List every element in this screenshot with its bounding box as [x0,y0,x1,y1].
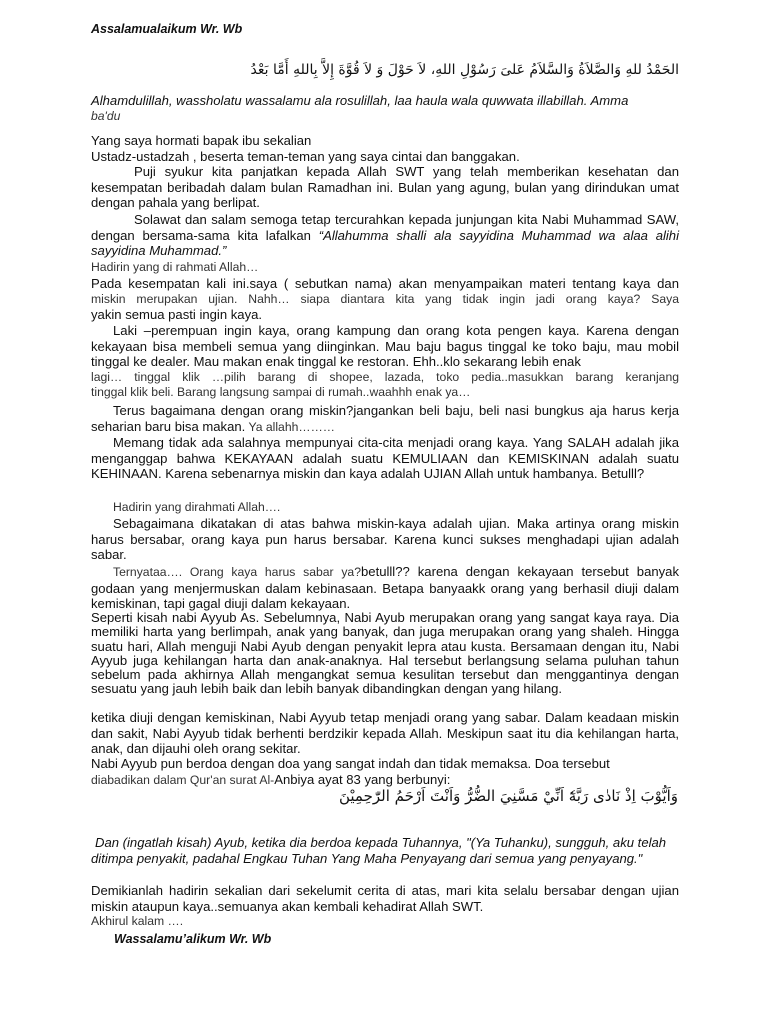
hadirin-line-1: Hadirin yang di rahmati Allah… [91,260,259,274]
arabic-opening: الحَمْدُ للهِ وَالصَّلاَةُ وَالسَّلاَمُ عَلىَ رَسُوْلِ اللهِ، لاَ حَوْلَ وَ لاَ قُوَّةَ إِلاَّ بِاللهِ أَمَّا بَعْدُ [250,62,679,78]
paragraph-doa [91,756,679,788]
ternyata-question: Ternyataa…. Orang kaya harus sabar ya? [113,565,361,579]
paragraph-terus [91,403,679,435]
laki-line-3: tinggal klik beli. Barang langsung sampai di rumah..waahhh enak ya… [91,385,471,400]
terus-exclaim: Ya allahh……… [245,419,335,434]
solawat-text: Solawat dan salam semoga tetap tercurahkan kepada junjungan kita Nabi Muhammad SAW, dengan bersama-sama kita lafalkan [91,212,679,243]
closing-greeting: Wassalamu’alikum Wr. Wb [114,932,272,946]
paragraph-ternyata [91,564,679,612]
laki-main: Laki –perempuan ingin kaya, orang kampung dan orang kota pengen kaya. Karena dengan kekayaan bisa membeli semua yang diinginkan. Mau baju bagus tinggal ke toko baju, mau mobil tinggal ke dealer. Mau makan enak tinggal ke restoran. Ehh..klo sekarang lebih enak [91,323,679,370]
transliteration-line-1: Alhamdulillah, wassholatu wassalamu ala rosulillah, laa haula wala quwwata illabillah. Amma [91,93,629,108]
paragraph-laki [91,323,679,401]
greeting-line-1: Yang saya hormati bapak ibu sekalian [91,133,312,148]
greetings [91,133,679,164]
kesempatan-line-1: Pada kesempatan kali ini.saya ( sebutkan nama) akan menyampaikan materi tentang kaya dan [91,276,679,291]
paragraph-sebagaimana: Sebagaimana dikatakan di atas bahwa miskin-kaya adalah ujian. Maka artinya orang miskin harus bersabar, orang kaya pun harus bersabar. Karena kunci sukses menghadapi ujian adalah sabar. [91,516,679,563]
solawat-quote: “Allahumma shalli ala sayyidina Muhammad wa alaa alihi sayyidina Muhammad.” [91,227,680,259]
paragraph-kesempatan [91,276,679,323]
arabic-ayat: وَاَيُّوْبَ اِذْ نَادٰى رَبَّهٗٓ اَنِّيْ مَسَّنِيَ الضُّرُّ وَاَنْتَ اَرْحَمُ الرّٰحِمِيْنَ [338,787,678,805]
doa-line-1: Nabi Ayyub pun berdoa dengan doa yang sangat indah dan tidak memaksa. Doa tersebut [91,756,610,771]
doa-line-2a: diabadikan dalam Qur'an surat Al- [91,772,275,787]
hadirin-line-2: Hadirin yang dirahmati Allah…. [113,500,281,514]
terus-text: Terus bagaimana dengan orang miskin?jangankan beli baju, beli nasi bungkus aja harus kerja seharian baru bisa makan. [91,403,679,434]
ternyata-text: betulll?? karena dengan kekayaan tersebut banyak godaan yang menjermuskan dalam kebinasaan. Betapa banyaakk orang yang berhasil diuji dalam kemiskinan, tapi gagal diuji dalam kekayaan. [91,564,680,612]
paragraph-ayyub-sabar: ketika diuji dengan kemiskinan, Nabi Ayyub tetap menjadi orang yang sabar. Dalam keadaan miskin dan sakit, Nabi Ayyub tidak berhenti berdzikir kepada Allah. Meskipun saat itu dia kehilangan harta, anak, dan dijauhi oleh orang sekitar. [91,710,679,757]
laki-line-2: lagi… tinggal klik …pilih barang di shopee, lazada, toko pedia..masukkan barang keranjang [91,369,679,384]
paragraph-demikian: Demikianlah hadirin sekalian dari sekelumit cerita di atas, mari kita selalu bersabar dengan ujian miskin ataupun kaya..semuanya akan kembali kehadirat Allah SWT. [91,883,679,914]
paragraph-ayyub-story: Seperti kisah nabi Ayyub As. Sebelumnya, Nabi Ayub merupakan orang yang sangat kaya raya. Dia memiliki harta yang berlimpah, anak yang banyak, dan juga merupakan orang yang shaleh. Hingga suatu hari, Allah menguji Nabi Ayub dengan penyakit lepra atau kusta. Bersamaan dengan itu, Nabi Ayyub juga kehilangan harta dan anak-anaknya. Hal tersebut berlangsung selama puluhan tahun sebelum pada akhirnya Allah mengangkat semua kesulitan tersebut dan menggantinya dengan sesuatu yang jauh lebih baik dan lebih banyak dibandingkan dengan yang hilang. [91,610,679,697]
paragraph-memang: Memang tidak ada salahnya mempunyai cita-cita menjadi orang kaya. Yang SALAH adalah jika menganggap bahwa KEKAYAAN adalah suatu KEMULIAAN dan KEMISKINAN adalah suatu KEHINAAN. Karena sebenarnya miskin dan kaya adalah UJIAN Allah untuk hambanya. Betulll? [91,435,679,482]
doa-line-2b: Anbiya ayat 83 yang berbunyi: [274,771,451,787]
kesempatan-line-3: yakin semua pasti ingin kaya. [91,307,263,323]
kesempatan-line-2: miskin merupakan ujian. Nahh… siapa diantara kita yang tidak ingin jadi orang kaya? Saya [91,291,679,306]
transliteration-line-2: ba'du [91,108,121,123]
akhirul-kalam: Akhirul kalam …. [91,914,184,928]
paragraph-syukur: Puji syukur kita panjatkan kepada Allah SWT yang telah memberikan kesehatan dan kesempatan beribadah dalam bulan Ramadhan ini. Bulan yang agung, bulan yang dirindukan umat dengan pahala yang berlipat. [91,164,679,211]
translation: Dan (ingatlah kisah) Ayub, ketika dia berdoa kepada Tuhannya, "(Ya Tuhanku), sungguh, aku telah ditimpa penyakit, padahal Engkau Tuhan Yang Maha Penyayang dari semua yang penyayang." [91,835,667,866]
greeting-line-2: Ustadz-ustadzah , beserta teman-teman yang saya cintai dan banggakan. [91,148,520,164]
paragraph-solawat [91,212,679,259]
opening-greeting: Assalamualaikum Wr. Wb [91,22,243,36]
transliteration [91,93,679,124]
